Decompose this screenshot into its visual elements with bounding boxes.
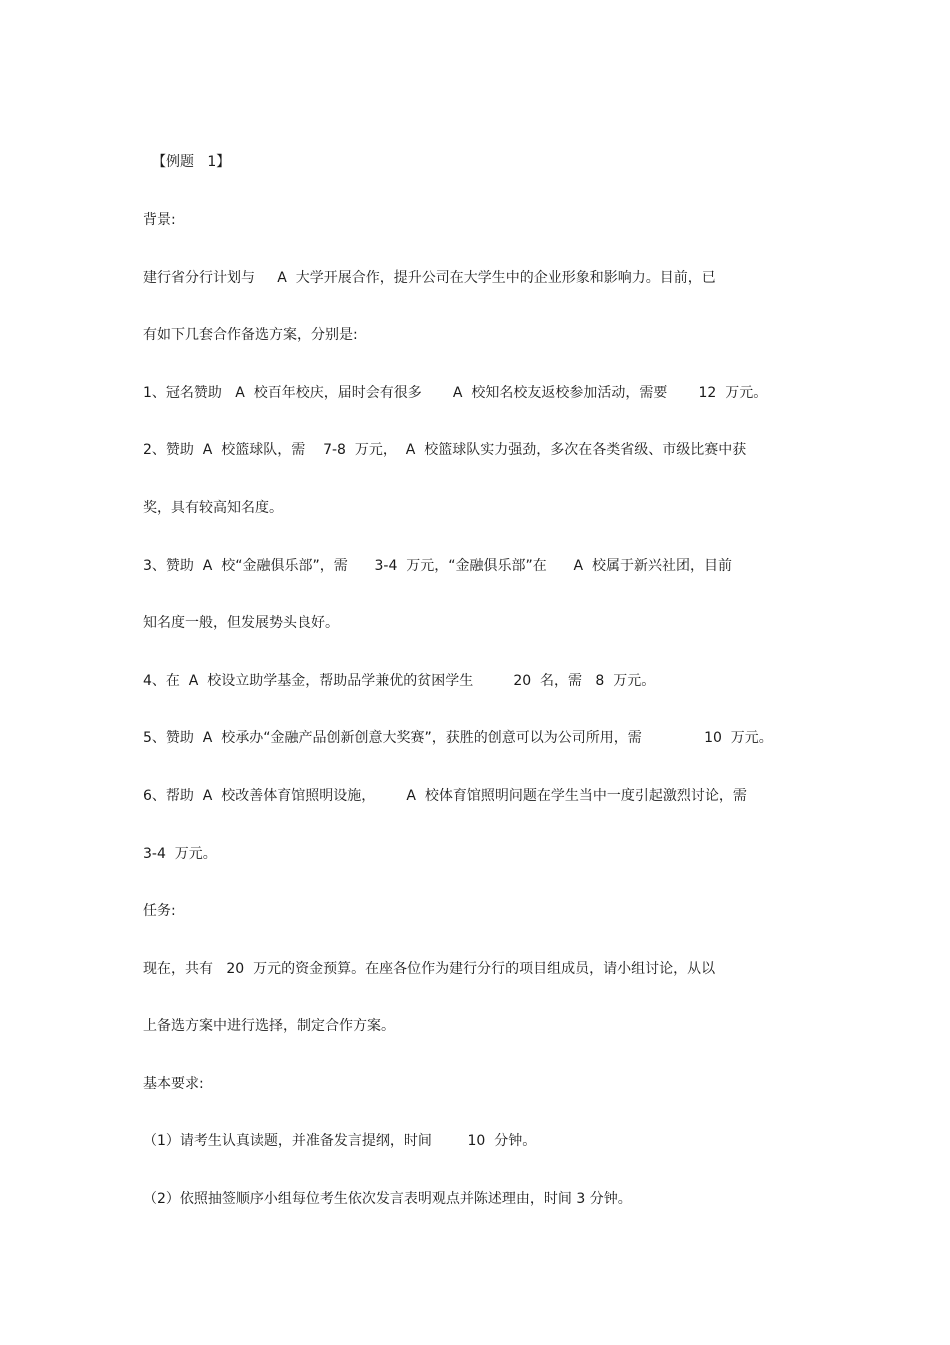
paragraph-line: 有如下几套合作备选方案，分别是: (143, 327, 358, 343)
task-line-continued: 上备选方案中进行选择，制定合作方案。 (143, 1018, 395, 1034)
task-line: 现在，共有 20 万元的资金预算。在座各位作为建行分行的项目组成员，请小组讨论，从以 (143, 961, 716, 977)
option-item-6: 6、帮助 A 校改善体育馆照明设施， A 校体育馆照明问题在学生当中一度引起激烈讨论，需 (143, 788, 747, 804)
section-heading-requirements: 基本要求: (143, 1076, 204, 1092)
section-heading-task: 任务: (143, 903, 176, 919)
requirement-item-1: （1）请考生认真读题，并准备发言提纲，时间 10 分钟。 (143, 1133, 537, 1149)
section-heading-background: 背景: (143, 212, 176, 228)
option-item-3: 3、赞助 A 校“金融俱乐部”，需 3-4 万元，“金融俱乐部”在 A 校属于新兴社团，目前 (143, 558, 732, 574)
option-item-6-continued: 3-4 万元。 (143, 846, 217, 862)
requirement-item-2: （2）依照抽签顺序小组每位考生依次发言表明观点并陈述理由，时间 3 分钟。 (143, 1191, 632, 1207)
paragraph-line: 建行省分行计划与 A 大学开展合作，提升公司在大学生中的企业形象和影响力。目前，已 (143, 270, 716, 286)
option-item-1: 1、冠名赞助 A 校百年校庆，届时会有很多 A 校知名校友返校参加活动，需要 12 万元。 (143, 385, 768, 401)
option-item-5: 5、赞助 A 校承办“金融产品创新创意大奖赛”，获胜的创意可以为公司所用，需 10 万元。 (143, 730, 773, 746)
option-item-2: 2、赞助 A 校篮球队，需 7-8 万元， A 校篮球队实力强劲，多次在各类省级、市级比赛中获 (143, 442, 747, 458)
option-item-2-continued: 奖，具有较高知名度。 (143, 500, 283, 516)
option-item-4: 4、在 A 校设立助学基金，帮助品学兼优的贫困学生 20 名，需 8 万元。 (143, 673, 656, 689)
example-title: 【例题 1】 (152, 154, 231, 170)
option-item-3-continued: 知名度一般，但发展势头良好。 (143, 615, 339, 631)
